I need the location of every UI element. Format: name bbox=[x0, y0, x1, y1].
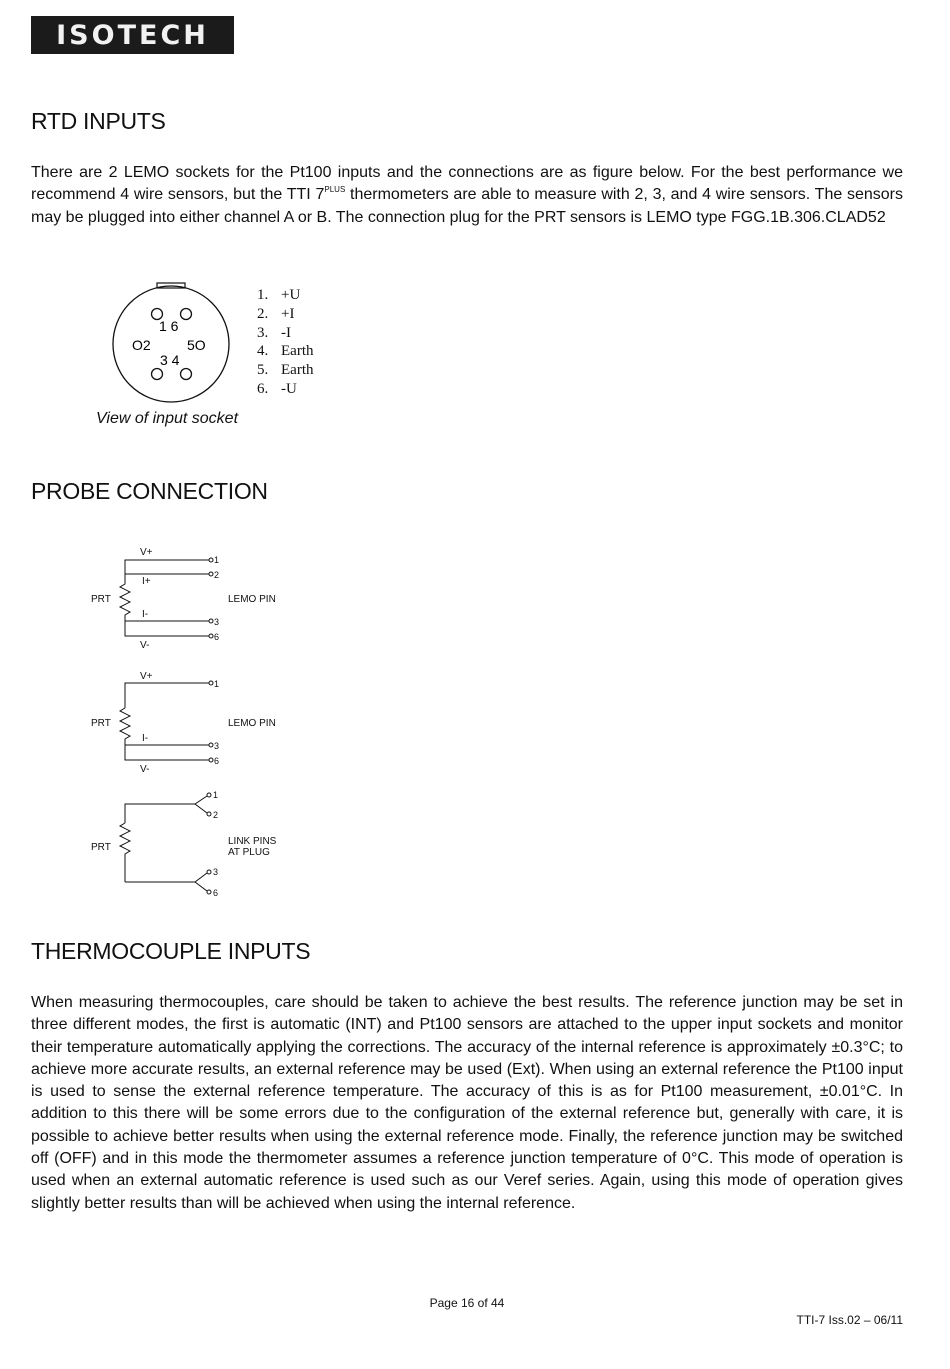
label-v-plus: V+ bbox=[140, 671, 153, 682]
pin-number: 6 bbox=[214, 756, 220, 766]
pin-terminal bbox=[207, 793, 211, 797]
link-3 bbox=[195, 873, 207, 882]
rtd-inputs-heading: RTD INPUTS bbox=[31, 108, 166, 134]
socket-label-3-4: 3 4 bbox=[160, 352, 180, 368]
pin-number: 1 bbox=[214, 555, 220, 565]
socket-pin-4 bbox=[181, 369, 192, 380]
socket-label-2: O2 bbox=[132, 337, 151, 353]
pin-number: 2 bbox=[214, 570, 220, 580]
two-wire-diagram bbox=[120, 793, 211, 894]
pin-list-item: 1. +U bbox=[257, 287, 301, 303]
pin-number: 3 bbox=[214, 617, 220, 627]
probe-connection-diagrams bbox=[85, 540, 315, 905]
pin-terminal bbox=[207, 812, 211, 816]
document-reference: TTI-7 Iss.02 – 06/11 bbox=[796, 1313, 903, 1327]
pin-list-item: 3. -I bbox=[257, 324, 291, 341]
logo-text: ISOTECH bbox=[56, 19, 209, 51]
link-2 bbox=[195, 804, 207, 813]
pin-terminal bbox=[209, 619, 213, 623]
wire-v-plus bbox=[125, 683, 209, 708]
label-prt: PRT bbox=[91, 594, 111, 605]
plus-superscript: PLUS bbox=[324, 185, 346, 195]
label-lemo-pin: LEMO PIN bbox=[228, 594, 276, 605]
pin-terminal bbox=[209, 743, 213, 747]
socket-label-1-6: 1 6 bbox=[159, 318, 179, 334]
pin-terminal bbox=[209, 572, 213, 576]
label-i-plus: I+ bbox=[142, 576, 151, 587]
socket-pin-6 bbox=[181, 309, 192, 320]
socket-pin-list bbox=[257, 286, 313, 399]
socket-caption: View of input socket bbox=[96, 410, 239, 427]
rtd-para-part1: There are 2 LEMO sockets for the Pt100 inputs and the connections are as figure below. For the best performance we recommend 4 wire sensors, but the TTI 7 bbox=[31, 164, 903, 204]
pin-list-item: 5. Earth bbox=[257, 362, 314, 379]
socket-pin-3 bbox=[152, 369, 163, 380]
four-wire-diagram bbox=[120, 558, 213, 638]
pin-number: 3 bbox=[213, 867, 219, 877]
wire-v-minus bbox=[125, 745, 209, 760]
pin-list-item: 4. Earth bbox=[257, 343, 314, 360]
rtd-para-part2: thermometers are able to measure with 2, 3, and 4 wire sensors. The sensors may be plugged into either channel A or B. The connection plug for the PRT sensors is LEMO type FGG.1B.306.CLAD52 bbox=[31, 186, 903, 226]
thermocouple-inputs-heading: THERMOCOUPLE INPUTS bbox=[31, 938, 311, 964]
pin-number: 1 bbox=[213, 790, 219, 800]
page-number: Page 16 of 44 bbox=[429, 1296, 505, 1310]
pin-number: 6 bbox=[214, 632, 220, 642]
pin-number: 6 bbox=[213, 888, 219, 898]
pin-list-item: 2. +I bbox=[257, 305, 295, 322]
pin-terminal bbox=[209, 558, 213, 562]
wire-v-minus bbox=[125, 621, 209, 636]
socket-outline bbox=[113, 286, 229, 402]
probe-connection-heading: PROBE CONNECTION bbox=[31, 478, 268, 504]
link-6 bbox=[195, 882, 207, 891]
label-link-pins: LINK PINS bbox=[228, 836, 277, 847]
pin-list-item: 6. -U bbox=[257, 380, 297, 397]
label-prt: PRT bbox=[91, 842, 111, 853]
pin-terminal bbox=[209, 758, 213, 762]
link-1 bbox=[195, 796, 207, 804]
label-i-minus: I- bbox=[142, 733, 149, 744]
pin-number: 2 bbox=[213, 810, 219, 820]
prt-resistor bbox=[120, 575, 130, 622]
thermocouple-paragraph: When measuring thermocouples, care should be taken to achieve the best results. The reference junction may be set in three different modes, the first is automatic (INT) and Pt100 sensors are attached to the upper input sockets and monitor their temperature automatically applying the corrections. The accuracy of the internal reference is approximately ±0.3°C; to achieve more accurate results, an external reference may be used (Ext). When using an external reference the Pt100 input is used to sense the external reference temperature. The accuracy of this is as for Pt100 measurement, ±0.01°C. In addition to this there will be some errors due to the configuration of the external reference but, generally with care, it is possible to achieve better results when using the external reference mode. Finally, the reference junction may be switched off (OFF) and in this mode the thermometer assumes a reference junction temperature of 0°C. This mode of operation is used when an external automatic reference is used such as our Veref series. Again, using this mode of operation gives slightly better results than will be achieved when using the internal reference. bbox=[31, 994, 903, 1212]
prt-resistor bbox=[120, 708, 130, 745]
socket-label-5: 5O bbox=[187, 337, 206, 353]
pin-terminal bbox=[207, 870, 211, 874]
prt-resistor bbox=[120, 823, 130, 882]
label-at-plug: AT PLUG bbox=[228, 847, 270, 858]
pin-terminal bbox=[209, 634, 213, 638]
wire-top bbox=[125, 804, 195, 823]
three-wire-diagram bbox=[120, 681, 213, 762]
label-v-minus: V- bbox=[140, 764, 150, 775]
rtd-inputs-paragraph bbox=[31, 162, 903, 229]
label-v-minus: V- bbox=[140, 640, 150, 651]
pin-terminal bbox=[207, 890, 211, 894]
isotech-logo bbox=[31, 16, 234, 54]
label-i-minus: I- bbox=[142, 609, 149, 620]
wire-v-plus bbox=[125, 560, 209, 575]
pin-number: 1 bbox=[214, 679, 220, 689]
label-v-plus: V+ bbox=[140, 547, 153, 558]
input-socket-diagram bbox=[100, 280, 250, 410]
label-prt: PRT bbox=[91, 718, 111, 729]
label-lemo-pin: LEMO PIN bbox=[228, 718, 276, 729]
pin-terminal bbox=[209, 681, 213, 685]
pin-number: 3 bbox=[214, 741, 220, 751]
